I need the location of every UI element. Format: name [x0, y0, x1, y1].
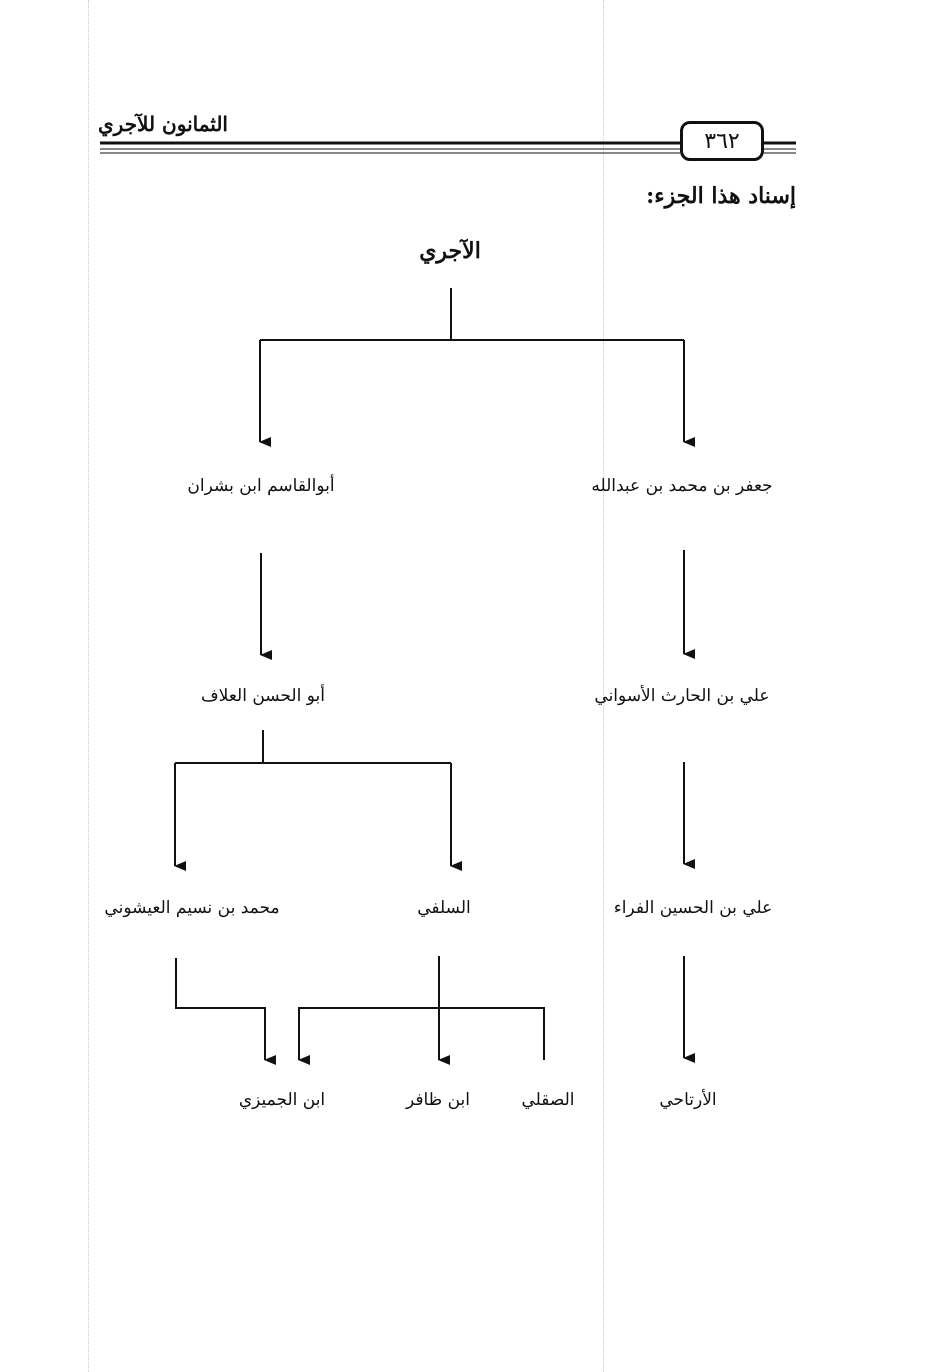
connector-arrow [176, 958, 265, 1060]
node-ali-husayn: علي بن الحسين الفراء [613, 898, 773, 918]
connector-arrow [299, 1008, 544, 1060]
node-ali-harith: علي بن الحارث الأسواني [594, 686, 770, 706]
node-muhammad-nasim: محمد بن نسيم العيشوني [104, 898, 280, 918]
node-silafi: السلفي [417, 898, 471, 918]
node-jafar: جعفر بن محمد بن عبدالله [591, 476, 773, 496]
node-ibn-zafir: ابن ظافر [405, 1090, 470, 1110]
page-number: ٣٦٢ [704, 128, 740, 154]
node-root: الآجري [419, 238, 481, 264]
node-ibn-jumayzi: ابن الجميزي [238, 1090, 326, 1110]
node-siqilli: الصقلي [521, 1090, 575, 1110]
section-title: إسناد هذا الجزء: [646, 183, 796, 209]
node-artahi: الأرتاحي [659, 1090, 717, 1110]
page-number-badge [680, 121, 764, 161]
node-abu-hasan: أبو الحسن العلاف [201, 686, 325, 706]
book-title: الثمانون للآجري [98, 112, 228, 136]
node-abu-qasim: أبوالقاسم ابن بشران [187, 476, 335, 496]
